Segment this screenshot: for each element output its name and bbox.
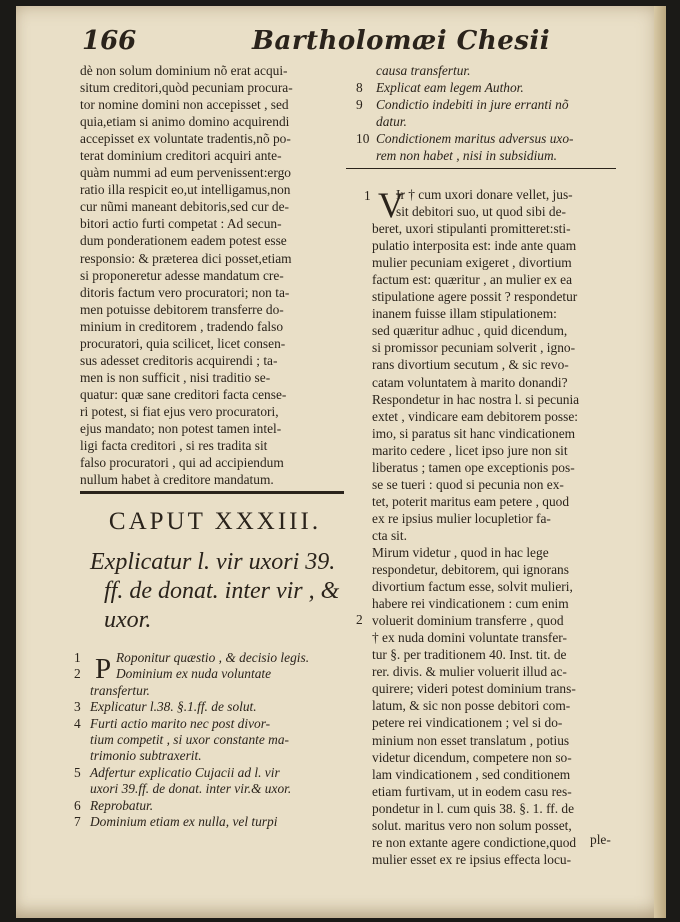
margin-number-1: 1 [364,188,371,203]
text-line: † ex nuda domini voluntate transfer- [372,630,567,646]
text-line: Ir † cum uxori donare vellet, jus- [396,187,573,202]
text-line: procuratori, quia scilicet, licet consen- [80,335,286,351]
text-line: quia,etiam si animo domino acquirendi [80,114,290,130]
summary-text: Reprobatur. [90,797,154,813]
text-line: inanem fuisse illam stipulationem: [372,306,557,322]
right-column-text [372,186,632,868]
text-line: ratio illa respicit eo,ut intelligamus,non [80,182,291,198]
text-line: cta sit. [372,527,407,543]
summary-item [74,666,354,682]
chapter-heading [90,548,360,635]
text-line: quirere; videri potest dominium trans- [372,681,576,697]
running-header [82,26,640,62]
text-line: voluerit dominium transferre , quod [372,613,564,629]
summary-text: Explicat eam legem Author. [376,80,524,95]
text-line: situm creditori,quòd pecuniam procura- [80,80,293,96]
text-line: si promissor pecuniam solverit , igno- [372,340,576,356]
text-line: re non extante agere condictione,quod [372,834,577,850]
text-line: ditoris factum vero procuratori; non ta- [80,284,290,300]
text-line: marito cedere , licet ipso jure non sit [372,442,568,458]
text-line: nullum habet à creditore mandatum. [80,472,274,488]
summary-text: Condictio indebiti in jure erranti nõ [376,97,569,112]
text-line: tur §. per traditionem 40. Inst. tit. de [372,647,567,663]
text-line: tor nomine domini non accepisset , sed [80,97,289,113]
text-line: accepisset ex voluntate tradentis,nõ po- [80,131,291,147]
summary-number: 7 [74,814,81,830]
text-line: bitori actio furti competat : Ad secun- [80,216,282,232]
text-line: factum est: quæritur , an mulier ex ea [372,272,573,288]
summary-number [74,683,90,699]
text-line: rans divortium secutum , & sic revo- [372,357,569,373]
text-line: divortium factum esse, solvit mulieri, [372,579,573,595]
text-line: men potuisse debitorem transferre do- [80,301,284,317]
chapter-divider [80,491,344,494]
text-line: latum, & sic non posse debitori com- [372,698,571,714]
summary-dropcap: P [95,653,112,685]
left-column-text [80,62,346,488]
text-line: Mirum videtur , quod in hac lege [372,544,549,560]
summary-list-left [74,650,354,830]
text-line: habere rei vindicationem : cum enim [372,596,569,612]
summary-item [356,113,656,130]
text-line: lam vindicationem , sed conditionem [372,766,571,782]
text-line: beret, uxori stipulanti promitteret:sti- [372,221,571,237]
text-line: quàm nummi ad eum pervenissent:ergo [80,165,291,181]
summary-number [74,748,90,764]
summary-text: datur. [376,114,407,129]
text-line: cur nũmi maneant debitoris,sed cur de- [80,199,289,215]
text-line: mulier pecuniam exigeret , divortium [372,255,572,271]
text-line: Respondetur in hac nostra l. si pecunia [372,391,580,407]
summary-number [356,113,376,130]
summary-item [74,781,354,797]
text-line: ri potest, si fiat ejus vero procuratori, [80,403,279,419]
text-line: sus adesset creditoris acquirendi ; ta- [80,352,278,368]
text-line: extet , vindicare eam debitorem posse: [372,408,578,424]
text-line: catam voluntatem à marito donandi? [372,374,568,390]
summary-number: 6 [74,797,81,813]
summary-text: rem non habet , nisi in subsidium. [376,148,558,163]
text-line: sed quæritur adhuc , quid dicendum, [372,323,568,339]
text-line: petere rei vindicationem ; vel si do- [372,715,563,731]
summary-text: Furti actio marito nec post divor- [90,715,271,731]
summary-text: causa transfertur. [376,63,471,78]
summary-item [74,814,354,830]
summary-item [356,79,656,96]
summary-number [74,781,90,797]
summary-text: Condictionem maritus adversus uxo- [376,131,574,146]
summary-item [74,716,354,732]
text-line: rer. divis. & mulier voluerit illud ac- [372,664,567,680]
text-line: sit debitori suo, ut quod sibi de- [396,204,566,220]
summary-item [74,683,354,699]
text-line: etiam furtivam, ut in eodem casu res- [372,783,572,799]
heading-line: ff. de donat. inter vir , & [104,578,340,604]
heading-line: Explicatur l. vir uxori 39. [90,549,336,575]
text-line: minium in creditorem , tradendo falso [80,318,284,334]
summary-item [74,650,354,666]
text-line: ex re ipsius mulier locupletior fa- [372,510,551,526]
summary-text: Adfertur explicatio Cujacii ad l. vir [90,764,280,780]
summary-text: tium competit , si uxor constante ma- [90,732,289,748]
text-line: dè non solum dominium nõ erat acqui- [80,63,288,78]
summary-text: Explicatur l.38. §.1.ff. de solut. [90,699,257,715]
summary-item [356,147,656,164]
margin-number-2: 2 [356,612,363,627]
summary-number [356,62,376,79]
summary-item [356,96,656,113]
text-line: pulatio interposita est: inde ante quam [372,238,577,254]
text-line: mulier esset ex re ipsius effecta locu- [372,851,572,867]
text-line: terat dominium creditori acquiri ante- [80,148,282,164]
summary-number: 3 [74,699,81,715]
text-line: respondetur, debitorem, qui ignorans [372,562,569,578]
heading-line: uxor. [104,607,152,633]
summary-text: trimonio subtraxerit. [90,748,202,764]
summary-text: Roponitur quæstio , & decisio legis. [116,650,310,665]
summary-number: 10 [356,131,370,146]
summary-item [356,62,656,79]
summary-number: 1 [74,650,81,665]
summary-item [74,699,354,715]
summary-number: 5 [74,764,81,780]
summary-text: Dominium etiam ex nulla, vel turpi [90,814,278,830]
text-line: responsio: & præterea dici posset,etiam [80,250,292,266]
running-title: Bartholomæi Chesii [252,26,551,56]
text-line: solut. maritus vero non solum posset, [372,817,572,833]
text-line: falso procuratori , qui ad accipiendum [80,455,284,471]
summary-number: 4 [74,715,81,731]
page-number: 166 [82,26,137,56]
summary-item [74,748,354,764]
text-line: videtur dicendum, competere non so- [372,749,572,765]
summary-item [74,765,354,781]
summary-number: 9 [356,97,363,112]
summary-list-right [356,62,656,164]
catchword: ple- [590,832,611,847]
text-line: ejus mandato; non potest tamen intel- [80,420,282,436]
text-line: men is non sufficit , nisi traditio se- [80,369,271,385]
summary-text: Dominium ex nuda voluntate [116,666,272,682]
text-line: dum ponderationem eadem potest esse [80,233,287,249]
summary-text: uxori 39.ff. de donat. inter vir.& uxor. [90,781,292,797]
text-line: pondetur in l. cum quis 38. §. 1. ff. de [372,800,575,816]
chapter-number: CAPUT XXXIII. [108,508,322,535]
summary-number [356,147,376,164]
summary-item [74,798,354,814]
summary-number [74,732,90,748]
text-line: quatur: quæ sane creditori facta cense- [80,386,287,402]
summary-item [356,130,656,147]
text-line: se se tueri : quod si pecunia non ex- [372,476,564,492]
text-line: liberatus ; tamen ope exceptionis pos- [372,459,575,475]
summary-item [74,732,354,748]
summary-divider [346,168,616,169]
summary-number: 8 [356,80,363,95]
text-line: minium non esset translatum , potius [372,732,570,748]
text-line: imo, si paratus sit hanc vindicationem [372,425,576,441]
text-line: si proponeretur adesse mandatum cre- [80,267,284,283]
body-dropcap: V [378,185,404,225]
summary-number: 2 [74,666,81,682]
text-line: tet, poterit maritus eam petere , quod [372,493,570,509]
summary-text: transfertur. [90,682,150,698]
text-line: ligi facta creditori , si res tradita sit [80,438,268,454]
text-line: stipulatione agere possit ? respondetur [372,289,578,305]
